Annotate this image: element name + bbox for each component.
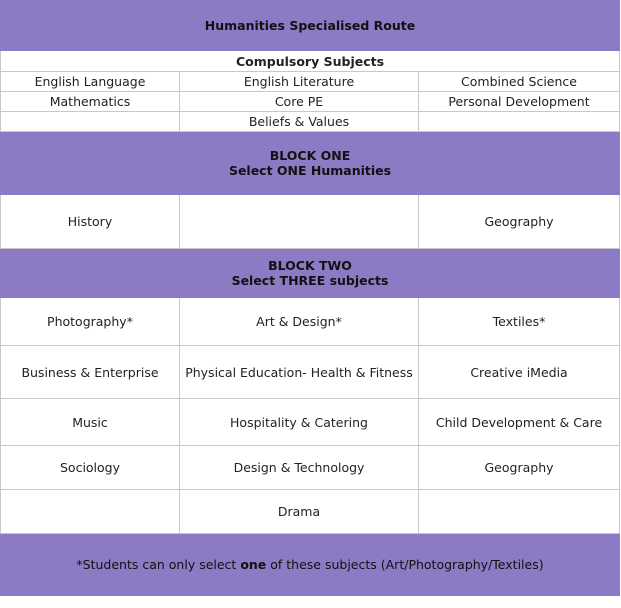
compulsory-heading: Compulsory Subjects xyxy=(1,51,620,72)
table-row xyxy=(1,195,620,249)
subject-cell xyxy=(1,112,180,132)
subject-cell: Geography xyxy=(419,446,620,490)
block-two-title: BLOCK TWO xyxy=(268,258,352,273)
footnote-row xyxy=(1,534,620,596)
subject-cell: Sociology xyxy=(1,446,180,490)
footnote xyxy=(1,534,620,596)
block-two-heading xyxy=(1,249,620,298)
block-two-instruction: Select THREE subjects xyxy=(231,273,389,288)
block-one-heading-row xyxy=(1,132,620,195)
subject-cell: Textiles* xyxy=(419,298,620,346)
compulsory-heading-row xyxy=(1,51,620,72)
footnote-text-end: of these subjects (Art/Photography/Textiles) xyxy=(266,557,544,572)
subject-cell: Mathematics xyxy=(1,92,180,112)
subject-cell: Child Development & Care xyxy=(419,399,620,446)
subject-cell: Geography xyxy=(419,195,620,249)
subject-cell: Beliefs & Values xyxy=(180,112,419,132)
subject-cell: Personal Development xyxy=(419,92,620,112)
table-row xyxy=(1,112,620,132)
title-row xyxy=(1,1,620,51)
table-row xyxy=(1,72,620,92)
table-row xyxy=(1,446,620,490)
block-two-heading-row xyxy=(1,249,620,298)
table-row xyxy=(1,92,620,112)
subject-cell xyxy=(419,112,620,132)
subject-cell: Creative iMedia xyxy=(419,346,620,399)
table-row xyxy=(1,399,620,446)
route-title: Humanities Specialised Route xyxy=(1,1,620,51)
block-one-title: BLOCK ONE xyxy=(269,148,351,163)
subject-cell: Design & Technology xyxy=(180,446,419,490)
subject-cell xyxy=(1,490,180,534)
subject-cell xyxy=(180,195,419,249)
subject-cell: Physical Education- Health & Fitness xyxy=(180,346,419,399)
subject-cell: Hospitality & Catering xyxy=(180,399,419,446)
block-one-heading xyxy=(1,132,620,195)
table-row xyxy=(1,346,620,399)
subject-cell: Drama xyxy=(180,490,419,534)
block-one-instruction: Select ONE Humanities xyxy=(228,163,392,178)
subject-cell: Business & Enterprise xyxy=(1,346,180,399)
subject-cell: English Literature xyxy=(180,72,419,92)
subject-cell: Photography* xyxy=(1,298,180,346)
subject-cell xyxy=(419,490,620,534)
subject-cell: Music xyxy=(1,399,180,446)
table-row xyxy=(1,298,620,346)
table-row xyxy=(1,490,620,534)
subject-cell: History xyxy=(1,195,180,249)
footnote-emphasis: one xyxy=(240,557,267,572)
footnote-text-start: *Students can only select xyxy=(76,557,241,572)
subject-cell: English Language xyxy=(1,72,180,92)
subject-cell: Art & Design* xyxy=(180,298,419,346)
subject-cell: Core PE xyxy=(180,92,419,112)
subject-cell: Combined Science xyxy=(419,72,620,92)
